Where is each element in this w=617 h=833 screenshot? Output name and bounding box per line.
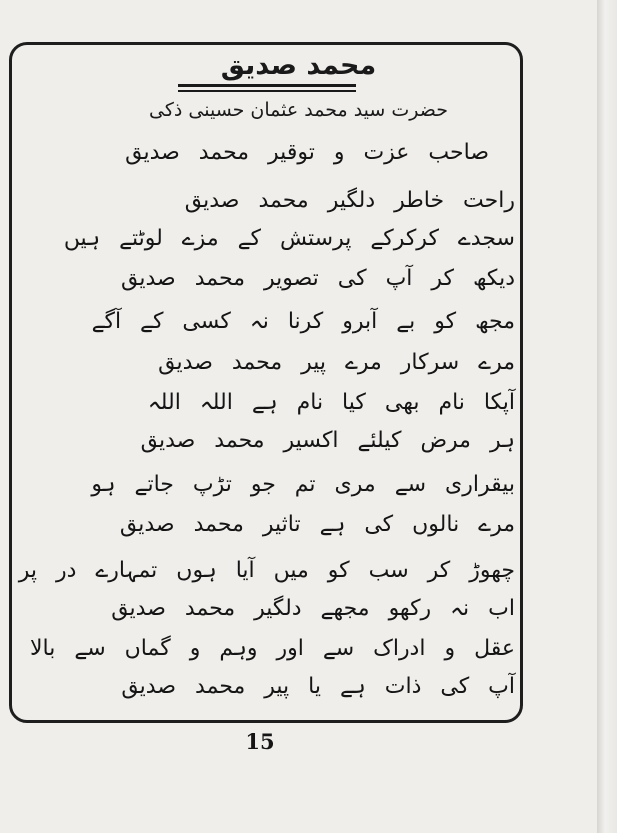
verse-line-7: آپکا نام بھی کیا نام ہے اللہ اللہ <box>147 390 515 415</box>
verse-line-14: آپ کی ذات ہے یا پیر محمد صدیق <box>121 674 515 699</box>
verse-line-10: مرے نالوں کی ہے تاثیر محمد صدیق <box>119 512 515 537</box>
verse-line-6: مرے سرکار مرے پیر محمد صدیق <box>158 350 515 375</box>
title-underline-lower <box>178 90 356 92</box>
adjacent-page-edge <box>597 0 617 833</box>
poem-title: محمد صدیق <box>220 50 377 81</box>
verse-line-11: چھوڑ کر سب کو میں آیا ہوں تمہارے در پر <box>18 558 515 583</box>
verse-line-9: بیقراری سے مری تم جو تڑپ جاتے ہو <box>91 472 515 497</box>
verse-line-1: صاحب عزت و توقیر محمد صدیق <box>125 140 489 165</box>
verse-line-13: عقل و ادراک سے اور وہم و گماں سے بالا <box>29 636 515 661</box>
page-number: 15 <box>245 729 275 754</box>
title-underline <box>178 84 356 87</box>
verse-line-2: راحت خاطر دلگیر محمد صدیق <box>184 188 515 213</box>
verse-line-12: اب نہ رکھو مجھے دلگیر محمد صدیق <box>111 596 515 621</box>
verse-line-5: مجھ کو بے آبرو کرنا نہ کسی کے آگے <box>91 309 515 334</box>
poem-author: حضرت سید محمد عثمان حسینی ذکی <box>149 99 448 121</box>
verse-line-8: ہر مرض کیلئے اکسیر محمد صدیق <box>140 428 515 453</box>
verse-line-4: دیکھ کر آپ کی تصویر محمد صدیق <box>121 266 515 291</box>
verse-line-3: سجدے کرکرکے پرستش کے مزے لوٹتے ہیں <box>63 226 515 251</box>
